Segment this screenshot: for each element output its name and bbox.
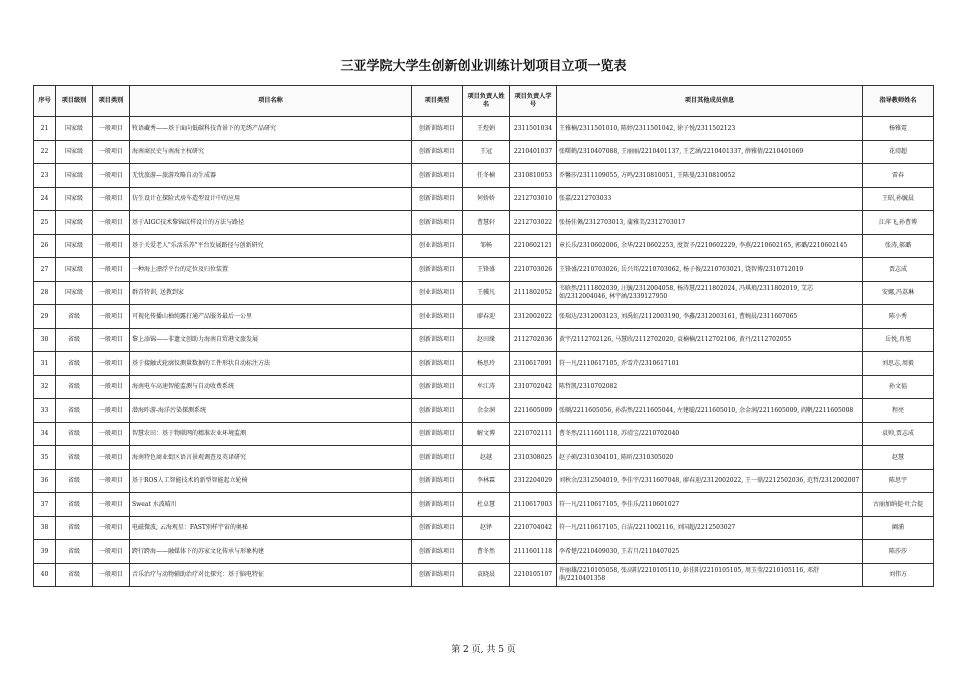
cell-leader-id: 2211605009	[510, 399, 557, 423]
cell-advisor: 花靖超	[863, 140, 934, 164]
cell-project-level: 国家级	[56, 164, 93, 188]
cell-leader-id: 2312204029	[510, 469, 557, 493]
table-row	[34, 446, 934, 470]
cell-project-name: 群青特训, 送教到家	[130, 281, 412, 305]
cell-leader-id: 2212703010	[510, 187, 557, 211]
cell-leader-name: 赵田缘	[463, 328, 510, 352]
cell-project-category: 一般项目	[93, 234, 130, 258]
cell-project-level: 省级	[56, 469, 93, 493]
cell-advisor: 陈思宇	[863, 469, 934, 493]
cell-leader-name: 邹畅	[463, 234, 510, 258]
cell-project-name: 海南商民史与南海主权研究	[130, 140, 412, 164]
cell-row-number: 27	[34, 258, 56, 282]
cell-project-category: 一般项目	[93, 164, 130, 188]
cell-project-category: 一般项目	[93, 352, 130, 376]
cell-members: 张瑞达/2312003123, 刘禹虹/2112003190, 李鑫/2312003161, 曹婉晨/2311607065	[557, 305, 863, 329]
cell-project-name: 电磁微波, 云海观星：FAST别样宇宙的奥秘	[130, 516, 412, 540]
cell-project-name: 无忧旅游—旅游攻略自动生成器	[130, 164, 412, 188]
cell-project-category: 一般项目	[93, 516, 130, 540]
cell-leader-id: 2111601118	[510, 540, 557, 564]
table-row	[34, 164, 934, 188]
cell-project-category: 一般项目	[93, 211, 130, 235]
cell-project-category: 一般项目	[93, 117, 130, 141]
cell-project-type: 创新训练项目	[412, 375, 463, 399]
cell-leader-name: 解文博	[463, 422, 510, 446]
cell-project-type: 创新训练项目	[412, 140, 463, 164]
cell-row-number: 38	[34, 516, 56, 540]
cell-project-level: 省级	[56, 352, 93, 376]
cell-project-type: 创业训练项目	[412, 234, 463, 258]
cell-project-name: 牧语藏秀——基于面向低碳科技背景下的羌绣产品研究	[130, 117, 412, 141]
cell-leader-name: 王煜娟	[463, 117, 510, 141]
cell-members: 符一凡/2110617105, 白洁/2211002116, 刘国超/2212503027	[557, 516, 863, 540]
cell-advisor: 江萍飞,孙曹博	[863, 211, 934, 235]
cell-project-name: 仿生设计在探险式房车造型设计中的应用	[130, 187, 412, 211]
cell-row-number: 31	[34, 352, 56, 376]
cell-advisor: 袁帅,贾志成	[863, 422, 934, 446]
cell-project-level: 国家级	[56, 258, 93, 282]
cell-members: 许丽雄/2210105058, 张高阳/2210105110, 彭佳阳/2210105105, 周玉莹/2210105116, 邓舒萌/2210401358	[557, 563, 863, 587]
cell-project-level: 省级	[56, 328, 93, 352]
cell-members: 赵子硕/2310304101, 陈昕/2310305020	[557, 446, 863, 470]
cell-row-number: 24	[34, 187, 56, 211]
cell-advisor: 陈小秀	[863, 305, 934, 329]
cell-row-number: 33	[34, 399, 56, 423]
column-header: 序号	[34, 86, 56, 117]
cell-project-type: 创新训练项目	[412, 516, 463, 540]
table-row	[34, 375, 934, 399]
cell-project-category: 一般项目	[93, 258, 130, 282]
cell-project-category: 一般项目	[93, 399, 130, 423]
table-row	[34, 352, 934, 376]
cell-project-level: 国家级	[56, 187, 93, 211]
cell-leader-name: 杨思玲	[463, 352, 510, 376]
cell-advisor: 刘伟方	[863, 563, 934, 587]
column-header: 项目名称	[130, 86, 412, 117]
cell-row-number: 23	[34, 164, 56, 188]
cell-members: 陈哲凯/2310702082	[557, 375, 863, 399]
cell-project-level: 省级	[56, 516, 93, 540]
cell-row-number: 35	[34, 446, 56, 470]
cell-leader-id: 2111802052	[510, 281, 557, 305]
cell-project-type: 创新训练项目	[412, 563, 463, 587]
table-row	[34, 305, 934, 329]
cell-members: 王锋盛/2210703026, 岳兴邦/2210703062, 杨子俊/2210703021, 饶智博/2310712019	[557, 258, 863, 282]
cell-project-type: 创新训练项目	[412, 117, 463, 141]
cell-project-name: 智慧农田：基于物联网的精准农业环境监测	[130, 422, 412, 446]
cell-row-number: 34	[34, 422, 56, 446]
cell-leader-id: 2310308025	[510, 446, 557, 470]
cell-members: 乔馨莎/2311109055, 方鸣/2310810051, 王陈曼/2310810052	[557, 164, 863, 188]
cell-leader-name: 杜卓慧	[463, 493, 510, 517]
cell-project-level: 省级	[56, 493, 93, 517]
cell-leader-id: 2210702111	[510, 422, 557, 446]
cell-project-type: 创新训练项目	[412, 399, 463, 423]
cell-members: 黄宇/2112702126, 马慧欣/2112702020, 袁楠楠/2112702106, 黄丹/2112702055	[557, 328, 863, 352]
table-row	[34, 540, 934, 564]
column-header: 项目类别	[93, 86, 130, 117]
cell-project-category: 一般项目	[93, 140, 130, 164]
cell-members: 符一凡/2110617105, 乔雪芹/2310617101	[557, 352, 863, 376]
cell-advisor: 岳悦,冉旭	[863, 328, 934, 352]
cell-project-level: 省级	[56, 422, 93, 446]
cell-members: 张曙鹤/2310407088, 王丽丽/2210401137, 王艺涵/2210401337, 薛雅倩/2210401069	[557, 140, 863, 164]
cell-advisor: 孙文福	[863, 375, 934, 399]
cell-project-level: 省级	[56, 563, 93, 587]
cell-row-number: 22	[34, 140, 56, 164]
cell-project-category: 一般项目	[93, 563, 130, 587]
cell-project-category: 一般项目	[93, 422, 130, 446]
table-row	[34, 281, 934, 305]
cell-leader-name: 王锋盛	[463, 258, 510, 282]
cell-leader-id: 2210105107	[510, 563, 557, 587]
cell-leader-name: 王骥凡	[463, 281, 510, 305]
table-row	[34, 328, 934, 352]
cell-project-name: 一种海上漂浮平台的定位及归位装置	[130, 258, 412, 282]
table-row	[34, 140, 934, 164]
table-row	[34, 211, 934, 235]
cell-project-level: 省级	[56, 375, 93, 399]
cell-leader-name: 赵铎	[463, 516, 510, 540]
cell-project-type: 创新训练项目	[412, 493, 463, 517]
cell-project-category: 一般项目	[93, 281, 130, 305]
cell-project-category: 一般项目	[93, 469, 130, 493]
cell-project-name: 跨行跨海——融媒体下的苏家文化传承与形象构建	[130, 540, 412, 564]
cell-project-category: 一般项目	[93, 375, 130, 399]
cell-row-number: 37	[34, 493, 56, 517]
cell-members: 王雅楠/2311501010, 陈婷/2311501042, 徐子悦/2311502123	[557, 117, 863, 141]
cell-advisor: 刘思志,周毅	[863, 352, 934, 376]
cell-members: 章长乐/2310602006, 余华/2210602253, 度贺予/2210602229, 李燕/2210602165, 郭璐/2210602145	[557, 234, 863, 258]
cell-advisor: 程亮	[863, 399, 934, 423]
table-row	[34, 516, 934, 540]
cell-advisor: 阚浦	[863, 516, 934, 540]
cell-project-category: 一般项目	[93, 187, 130, 211]
cell-project-type: 创新训练项目	[412, 352, 463, 376]
cell-project-category: 一般项目	[93, 493, 130, 517]
cell-project-level: 省级	[56, 540, 93, 564]
cell-leader-id: 2112702036	[510, 328, 557, 352]
cell-project-level: 省级	[56, 399, 93, 423]
cell-leader-id: 2210602121	[510, 234, 557, 258]
cell-project-type: 创新训练项目	[412, 258, 463, 282]
cell-row-number: 25	[34, 211, 56, 235]
cell-project-type: 创新训练项目	[412, 422, 463, 446]
cell-leader-id: 2312002022	[510, 305, 557, 329]
table-row	[34, 234, 934, 258]
cell-project-level: 国家级	[56, 281, 93, 305]
cell-row-number: 40	[34, 563, 56, 587]
cell-leader-id: 2212703022	[510, 211, 557, 235]
cell-members: 张扬佳佩/2312703013, 蒲雅美/2312703017	[557, 211, 863, 235]
cell-project-type: 创新训练项目	[412, 164, 463, 188]
column-header: 项目其他成员信息	[557, 86, 863, 117]
cell-row-number: 29	[34, 305, 56, 329]
cell-project-category: 一般项目	[93, 305, 130, 329]
cell-row-number: 28	[34, 281, 56, 305]
cell-advisor: 雷春	[863, 164, 934, 188]
cell-advisor: 安娜,冯荔琳	[863, 281, 934, 305]
cell-members: 李希楚/2210409030, 王若月/2110407025	[557, 540, 863, 564]
cell-project-level: 国家级	[56, 211, 93, 235]
table-row	[34, 563, 934, 587]
cell-leader-id: 2210704042	[510, 516, 557, 540]
column-header: 项目负责人学号	[510, 86, 557, 117]
cell-advisor: 杨雅霓	[863, 117, 934, 141]
table-row	[34, 422, 934, 446]
cell-project-name: 基于AIGC技术黎锦纹样设计的方法与路径	[130, 211, 412, 235]
cell-project-level: 国家级	[56, 234, 93, 258]
table-row	[34, 469, 934, 493]
cell-project-level: 国家级	[56, 140, 93, 164]
cell-project-name: 基于关爱老人"乐活乐养"平台发展路径与创新研究	[130, 234, 412, 258]
cell-project-name: 音乐治疗与动物辅助治疗对比探究：基于脑电特征	[130, 563, 412, 587]
cell-row-number: 32	[34, 375, 56, 399]
cell-leader-name: 曹慧轩	[463, 211, 510, 235]
project-table	[33, 85, 934, 587]
cell-leader-id: 2311501034	[510, 117, 557, 141]
cell-project-name: 海南特色商业街区语言景观调查及英译研究	[130, 446, 412, 470]
cell-leader-name: 赵越	[463, 446, 510, 470]
cell-project-type: 创业训练项目	[412, 305, 463, 329]
cell-advisor: 张涛,郝璐	[863, 234, 934, 258]
cell-members: 韦晗然/2111802039, 汪毓/2312004058, 杨涛慧/2211802024, 冯琪琅/2311802019, 艾芯如/2312004046, 林宇涵/2339127950	[557, 281, 863, 305]
cell-project-name: 基于接触式轮廓仪测量数据的工件形状自动标注方法	[130, 352, 412, 376]
cell-leader-name: 曹冬然	[463, 540, 510, 564]
cell-advisor: 贾志成	[863, 258, 934, 282]
cell-project-type: 创新训练项目	[412, 540, 463, 564]
cell-leader-name: 任冬楠	[463, 164, 510, 188]
cell-leader-name: 王冠	[463, 140, 510, 164]
cell-leader-id: 2310702042	[510, 375, 557, 399]
page-title: 三亚学院大学生创新创业训练计划项目立项一览表	[340, 59, 627, 74]
cell-members: 曹冬然/2111601118, 苏靖宝/2210702040	[557, 422, 863, 446]
cell-project-category: 一般项目	[93, 446, 130, 470]
cell-project-type: 创新训练项目	[412, 328, 463, 352]
cell-leader-name: 李林霖	[463, 469, 510, 493]
table-row	[34, 493, 934, 517]
cell-project-name: 海南电车高速智能监测与自动收费系统	[130, 375, 412, 399]
cell-leader-name: 牟江涛	[463, 375, 510, 399]
cell-row-number: 39	[34, 540, 56, 564]
cell-project-name: 潜海昨游-海洋污染探测系统	[130, 399, 412, 423]
table-row	[34, 187, 934, 211]
table-row	[34, 258, 934, 282]
cell-advisor: 赵慧	[863, 446, 934, 470]
cell-row-number: 36	[34, 469, 56, 493]
cell-project-type: 创业训练项目	[412, 281, 463, 305]
column-header: 项目负责人姓名	[463, 86, 510, 117]
column-header: 项目级别	[56, 86, 93, 117]
cell-leader-id: 2110617003	[510, 493, 557, 517]
cell-project-level: 省级	[56, 305, 93, 329]
cell-project-type: 创新训练项目	[412, 469, 463, 493]
cell-leader-name: 袁晓晨	[463, 563, 510, 587]
cell-project-name: 基于ROS人工智能技术的新型智能起立轮椅	[130, 469, 412, 493]
cell-leader-name: 廖春迎	[463, 305, 510, 329]
cell-members: 刘秋余/2312504019, 李佳宇/2311607048, 廖春迎/2312002022, 王一鼎/2212502036, 范哲/2312002007	[557, 469, 863, 493]
cell-leader-name: 何娇娇	[463, 187, 510, 211]
column-header: 指导教师姓名	[863, 86, 934, 117]
cell-leader-id: 2210703026	[510, 258, 557, 282]
cell-project-category: 一般项目	[93, 540, 130, 564]
cell-advisor: 陈莎莎	[863, 540, 934, 564]
cell-project-level: 省级	[56, 446, 93, 470]
cell-project-name: 可视化传播山柚纯露打通产品服务最后一公里	[130, 305, 412, 329]
cell-members: 张顺/2211605056, 孙浩然/2211605044, 左建聪/2211605010, 余金润/2211605009, 阎帆/2211605008	[557, 399, 863, 423]
column-header: 项目类型	[412, 86, 463, 117]
cell-project-name: Sweat 水波晴川	[130, 493, 412, 517]
table-row	[34, 117, 934, 141]
cell-advisor: 古丽加纳提·吐合提	[863, 493, 934, 517]
cell-row-number: 21	[34, 117, 56, 141]
cell-project-category: 一般项目	[93, 328, 130, 352]
cell-leader-name: 余金润	[463, 399, 510, 423]
cell-members: 张嘉/2212703033	[557, 187, 863, 211]
cell-advisor: 王昭,孙毓晨	[863, 187, 934, 211]
table-header-row	[34, 86, 934, 117]
cell-project-type: 创新训练项目	[412, 446, 463, 470]
cell-project-type: 创新训练项目	[412, 187, 463, 211]
cell-row-number: 30	[34, 328, 56, 352]
cell-leader-id: 2310617091	[510, 352, 557, 376]
page-footer: 第 2 页, 共 5 页	[451, 645, 516, 655]
cell-project-level: 国家级	[56, 117, 93, 141]
table-row	[34, 399, 934, 423]
cell-project-name: 黎上添锦——非遗文创助力海南自贸港文旅发展	[130, 328, 412, 352]
cell-row-number: 26	[34, 234, 56, 258]
cell-members: 符一凡/2110617105, 李佳乐/2110601027	[557, 493, 863, 517]
cell-leader-id: 2310810053	[510, 164, 557, 188]
cell-project-type: 创新训练项目	[412, 211, 463, 235]
cell-leader-id: 2210401037	[510, 140, 557, 164]
